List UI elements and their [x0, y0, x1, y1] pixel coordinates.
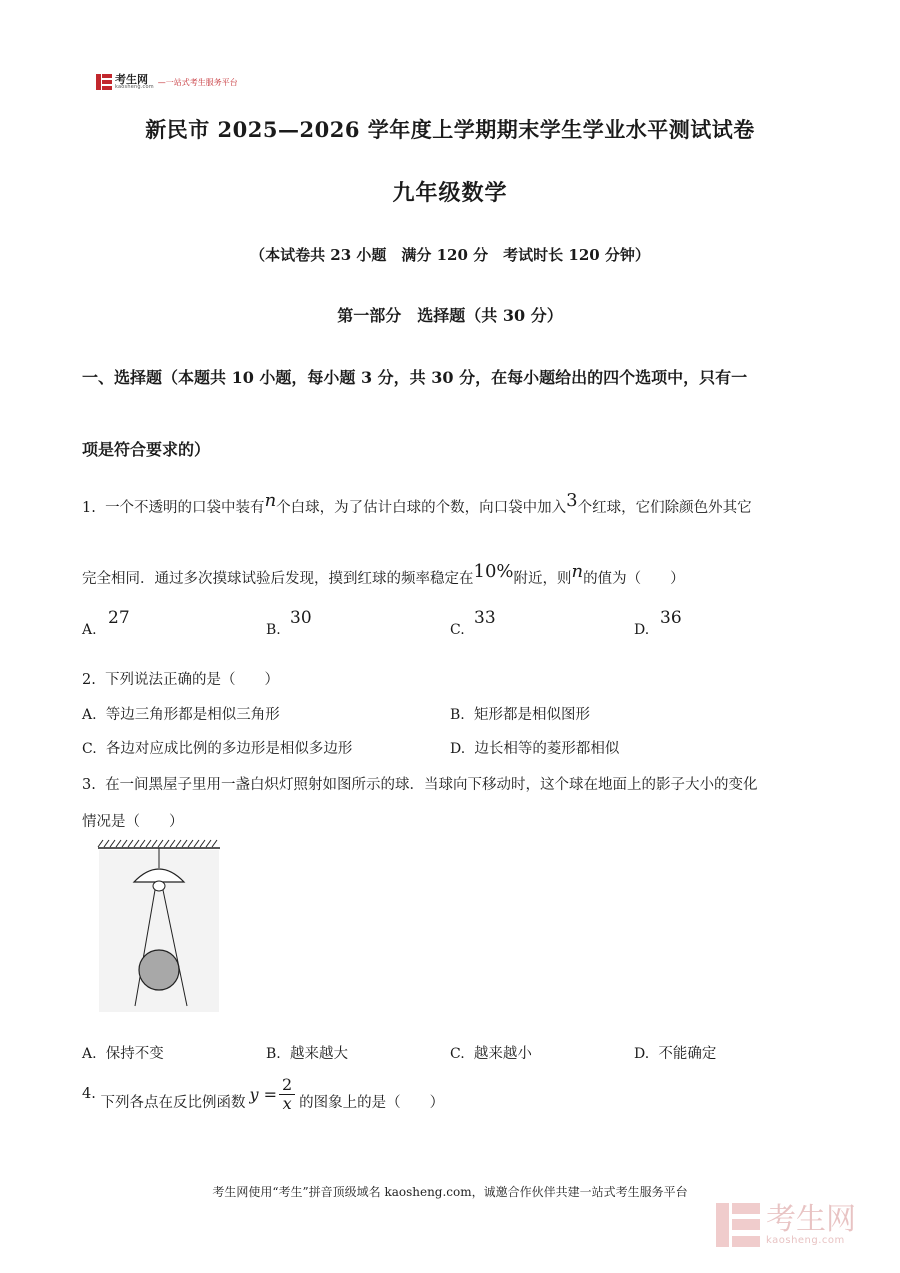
- exam-meta: （本试卷共 23 小题 满分 120 分 考试时长 120 分钟）: [250, 246, 650, 264]
- q1-text: 完全相同．通过多次摸球试验后发现，摸到红球的频率稳定在: [82, 571, 474, 587]
- q1-text: 个红球，它们除颜色外其它: [577, 500, 752, 516]
- section-heading-line1: 一、选择题（本题共 10 小题，每小题 3 分，共 30 分，在每小题给出的四个选项中，只有一: [82, 368, 748, 387]
- q1-text: 个白球，为了估计白球的个数，向口袋中加入: [276, 500, 567, 516]
- logo-name: 考生网: [115, 73, 148, 86]
- question-2-stem: [82, 668, 279, 689]
- question-number: 2.: [82, 672, 96, 688]
- function-fraction: $\frac{2}{x}$: [279, 1076, 295, 1112]
- q3-text: 在一间黑屋子里用一盏白炽灯照射如图所示的球．当球向下移动时，这个球在地面上的影子大小的变化: [105, 777, 758, 793]
- q3-option-c[interactable]: C. 越来越小: [450, 1046, 532, 1062]
- question-number: 3.: [82, 777, 96, 793]
- question-4-stem: [82, 1076, 444, 1112]
- q1-percent: 10%: [473, 561, 514, 582]
- section-heading-line2: 项是符合要求的）: [82, 440, 211, 459]
- logo-icon: [96, 74, 112, 90]
- exam-subtitle: 九年级数学: [392, 180, 508, 206]
- q1-var-n: n: [571, 561, 584, 582]
- q3-option-b[interactable]: B. 越来越大: [266, 1046, 348, 1062]
- logo-slogan: —一站式考生服务平台: [157, 77, 238, 87]
- part-heading: 第一部分 选择题（共 30 分）: [337, 306, 563, 325]
- watermark-icon: [716, 1203, 760, 1247]
- lamp-ball-figure: [94, 838, 224, 1014]
- q3-option-a[interactable]: A. 保持不变: [82, 1046, 164, 1062]
- q1-value-3: 3: [566, 490, 578, 511]
- question-number: 1.: [82, 500, 96, 516]
- function-lhs: y =: [249, 1084, 277, 1104]
- q2-option-b[interactable]: B. 矩形都是相似图形: [450, 707, 590, 723]
- q1-text: 的值为（ ）: [583, 571, 685, 587]
- q3-option-d[interactable]: D. 不能确定: [634, 1046, 717, 1062]
- q1-option-b[interactable]: B. 30: [266, 608, 312, 638]
- question-3-line1: [82, 773, 758, 794]
- q2-option-c[interactable]: C. 各边对应成比例的多边形是相似多边形: [82, 741, 353, 757]
- exam-title: 新民市 2025—2026 学年度上学期期末学生学业水平测试试卷: [145, 117, 755, 142]
- question-1-line2: [82, 561, 685, 588]
- watermark-logo: [716, 1203, 856, 1247]
- q1-text: 一个不透明的口袋中装有: [105, 500, 265, 516]
- q4-text: 的图象上的是（ ）: [299, 1094, 445, 1111]
- q2-option-d[interactable]: D. 边长相等的菱形都相似: [450, 741, 620, 757]
- question-3-line2: 情况是（ ）: [82, 814, 184, 830]
- q1-option-d[interactable]: D. 36: [634, 608, 682, 638]
- q2-text: 下列说法正确的是（ ）: [105, 672, 280, 688]
- q4-text: 下列各点在反比例函数: [100, 1094, 246, 1111]
- q1-option-c[interactable]: C. 33: [450, 608, 496, 638]
- question-1-line1: [82, 490, 752, 517]
- q1-text: 附近，则: [513, 571, 572, 587]
- site-logo[interactable]: [96, 72, 238, 92]
- watermark-domain: kaosheng.com: [766, 1234, 845, 1246]
- q1-var-n: n: [264, 490, 277, 511]
- watermark-name: 考生网: [766, 1201, 856, 1237]
- footer-text: 考生网使用“考生”拼音顶级域名 kaosheng.com，诚邀合作伙伴共建一站式考生服务平台: [212, 1185, 688, 1199]
- question-number: 4.: [82, 1086, 96, 1103]
- q1-option-a[interactable]: A. 27: [82, 608, 130, 638]
- q2-option-a[interactable]: A. 等边三角形都是相似三角形: [82, 707, 280, 723]
- logo-domain: kaosheng.com: [115, 84, 154, 90]
